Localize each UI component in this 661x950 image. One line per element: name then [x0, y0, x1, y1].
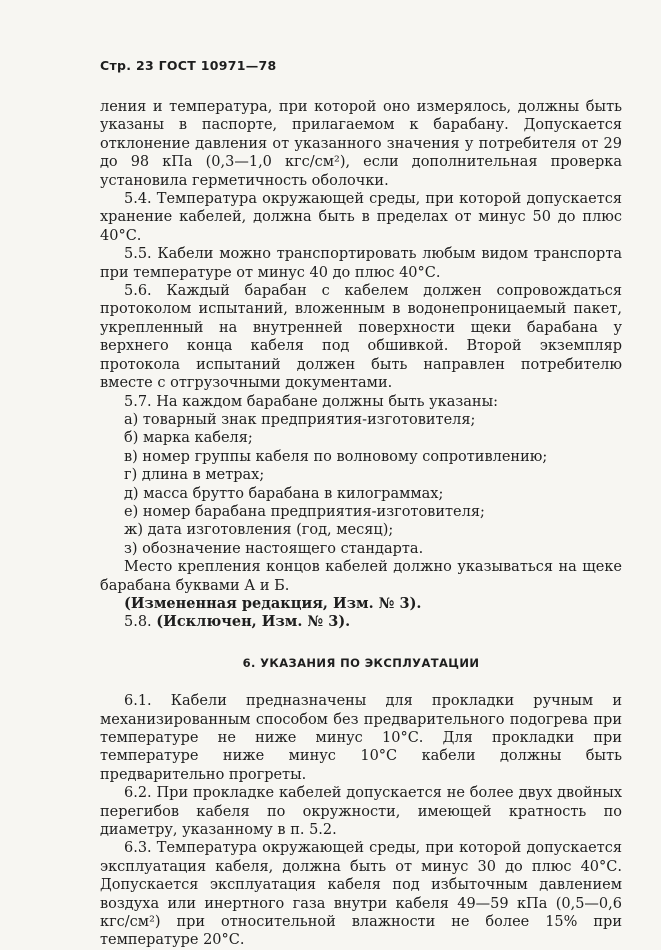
paragraph-5-5: 5.5. Кабели можно транспортировать любым видом транспорта при температуре от минус 40 до плюс 40°С.: [100, 246, 622, 281]
paragraph-6-2: 6.2. При прокладке кабелей допускается не более двух двойных перегибов кабеля по окружности, имеющей кратность по диаметру, указанному в п. 5.2.: [100, 785, 622, 839]
paragraph-6-3: 6.3. Температура окружающей среды, при которой допускается эксплуатация кабеля, должна быть от минус 30 до плюс 40°С. Допускается эксплуатация кабеля под избыточным давлением воздуха или инертного газа внутри кабеля 49—59 кПа (0,5—0,6 кгс/см²) при относительной влажности не более 15% при температуре 20°С.: [100, 840, 622, 949]
list-item: а) товарный знак предприятия-изготовителя;: [124, 411, 476, 428]
list-item: ж) дата изготовления (год, месяц);: [124, 522, 394, 539]
marking-list: [100, 411, 622, 558]
page-header: Стр. 23 ГОСТ 10971—78: [100, 58, 277, 73]
list-item: з) обозначение настоящего стандарта.: [124, 540, 424, 557]
list-item: е) номер барабана предприятия-изготовителя;: [124, 503, 485, 520]
paragraph-continuation: ления и температура, при которой оно измерялось, должны быть указаны в паспорте, прилагаемом к барабану. Допускается отклонение давления от указанного значения у потребителя от 29 до 98 кПа (0,3—1,0 кгс/см²), если дополнительная проверка установила герметичность оболочки.: [100, 99, 622, 189]
paragraph-5-4: 5.4. Температура окружающей среды, при которой допускается хранение кабелей, должна быть в пределах от минус 50 до плюс 40°С.: [100, 191, 622, 244]
paragraph-5-7-extra: Место крепления концов кабелей должно указываться на щеке барабана буквами А и Б.: [100, 559, 622, 594]
clause-number: 5.8.: [124, 614, 152, 631]
list-item: д) масса брутто барабана в килограммах;: [124, 485, 444, 502]
list-item: в) номер группы кабеля по волновому сопротивлению;: [124, 448, 548, 465]
excluded-note: (Исключен, Изм. № 3).: [156, 613, 351, 631]
paragraph-6-1: 6.1. Кабели предназначены для прокладки ручным и механизированным способом без предварительного подогрева при температуре не ниже минус 10°С. Для прокладки при температуре ниже минус 10°С кабели должны быть предварительно прогреты.: [100, 693, 622, 783]
paragraph-5-8: [100, 613, 622, 631]
list-item: б) марка кабеля;: [124, 430, 253, 447]
amendment-note: (Измененная редакция, Изм. № 3).: [124, 594, 422, 612]
section-title: 6. УКАЗАНИЯ ПО ЭКСПЛУАТАЦИИ: [242, 655, 480, 670]
paragraph-5-6: 5.6. Каждый барабан с кабелем должен сопровождаться протоколом испытаний, вложенным в водонепроницаемый пакет, укрепленный на внутренней поверхности щеки барабана у верхнего конца кабеля под обшивкой. Второй экземпляр протокола испытаний должен быть направлен потребителю вместе с отгрузочными документами.: [100, 283, 622, 392]
list-item: г) длина в метрах;: [124, 467, 265, 484]
body-text: [100, 98, 622, 950]
paragraph-5-7: 5.7. На каждом барабане должны быть указаны:: [124, 393, 498, 410]
